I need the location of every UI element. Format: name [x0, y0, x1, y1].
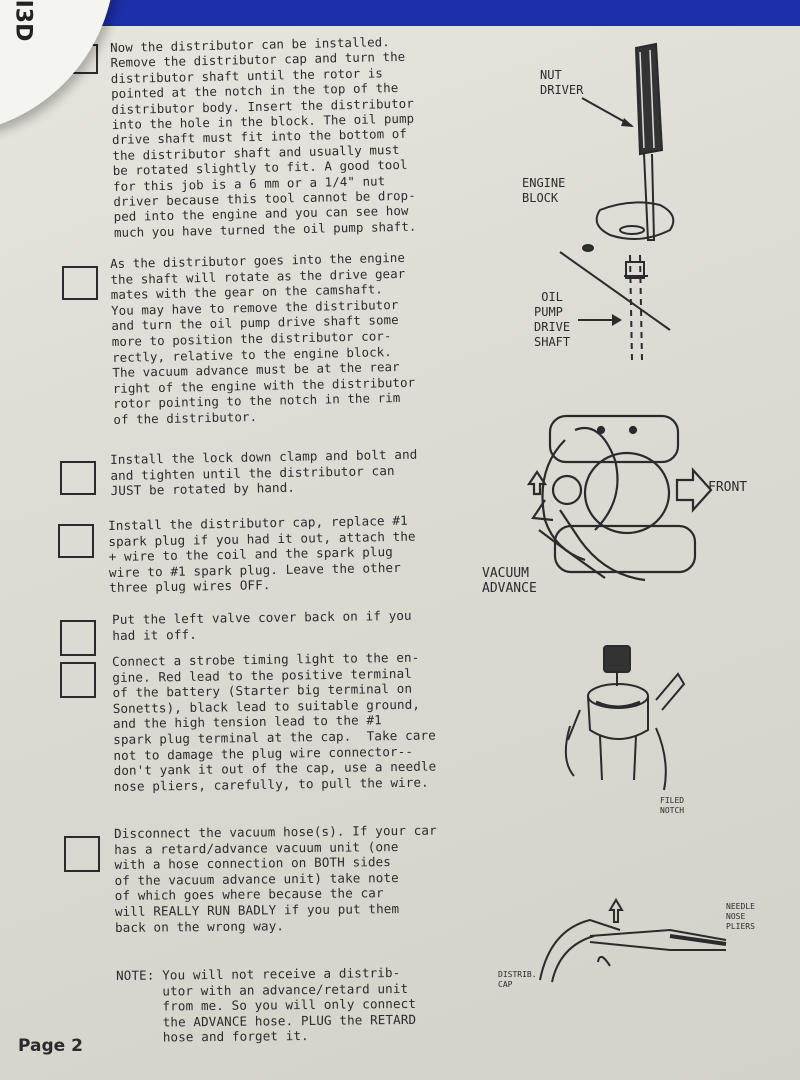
- engine-top-view-illustration: [505, 400, 735, 600]
- label-engine-block: ENGINE BLOCK: [522, 176, 566, 205]
- label-nut-driver: NUT DRIVER: [540, 68, 584, 97]
- pliers-illustration: [530, 890, 750, 990]
- label-needle-nose-pliers: NEEDLE NOSE PLIERS: [726, 902, 755, 931]
- step-4-checkbox[interactable]: [58, 524, 94, 558]
- step-3-text: Install the lock down clamp and bolt and and tighten until the distributor can JUST be rotated by hand.: [110, 446, 418, 499]
- step-6-text: Connect a strobe timing light to the en- gine. Red lead to the positive terminal of the battery (Starter big terminal on Sonetts), black lead to suitable ground, and the high tension lead to the #1 spark plug terminal at the cap. Take care not to damage the plug wire connector-- don't yank it out of the cap, use a needle nose pliers, carefully, to pull the wire.: [112, 649, 437, 794]
- arrow-oil-pump: [576, 310, 626, 330]
- step-5-text: Put the left valve cover back on if you had it off.: [112, 607, 412, 643]
- step-4-text: Install the distributor cap, replace #1 spark plug if you had it out, attach the + wire to the coil and the spark plug wire to #1 spark plug. Leave the other three plug wires OFF.: [108, 512, 416, 596]
- step-5-checkbox[interactable]: [60, 620, 96, 656]
- corner-page-number: I3D: [10, 0, 36, 42]
- label-vacuum-advance: VACUUM ADVANCE: [482, 566, 537, 596]
- arrow-nut-driver: [580, 96, 640, 136]
- step-7-checkbox[interactable]: [64, 836, 100, 872]
- label-oil-pump-drive-shaft: OIL PUMP DRIVE SHAFT: [534, 290, 571, 349]
- label-front: FRONT: [708, 480, 748, 495]
- step-7-text: Disconnect the vacuum hose(s). If your car has a retard/advance vacuum unit (one with a hose connection on BOTH sides of the vacuum advance unit) take note of which goes where because the car will REALLY RUN BADLY if you put them back on the wrong way.: [114, 822, 437, 935]
- step-1-text: Now the distributor can be installed. Remove the distributor cap and turn the distributor shaft until the rotor is pointed at the notch in the top of the distributor body. Insert the distributor into the hole in the block. The oil pump drive shaft must fit into the bottom of the distributor shaft and usually must be rotated slightly to fit. A good tool for this job is a 6 mm or a 1/4" nut driver because this tool cannot be drop- ped into the engine and you can see how much you have turned the oil pump shaft.: [110, 34, 417, 240]
- step-6-checkbox[interactable]: [60, 662, 96, 698]
- label-distrib-cap: DISTRIB. CAP: [498, 970, 537, 989]
- step-2-checkbox[interactable]: [62, 266, 98, 300]
- note-text: NOTE: You will not receive a distrib- utor with an advance/retard unit from me. So you will only connect the ADVANCE hose. PLUG the RETARD hose and forget it.: [116, 965, 417, 1046]
- step-2-text: As the distributor goes into the engine the shaft will rotate as the drive gear mates with the gear on the camshaft. You may have to remove the distributor and turn the oil pump drive shaft some more to position the distributor cor- rectly, relative to the engine block. The vacuum advance must be at the rear right of the engine with the distributor rotor pointing to the notch in the rim of the distributor.: [110, 249, 416, 427]
- distributor-notch-illustration: [560, 640, 690, 800]
- page-number: Page 2: [18, 1036, 83, 1056]
- blue-header-strip: [58, 0, 800, 26]
- label-filed-notch: FILED NOTCH: [660, 796, 685, 815]
- step-3-checkbox[interactable]: [60, 461, 96, 495]
